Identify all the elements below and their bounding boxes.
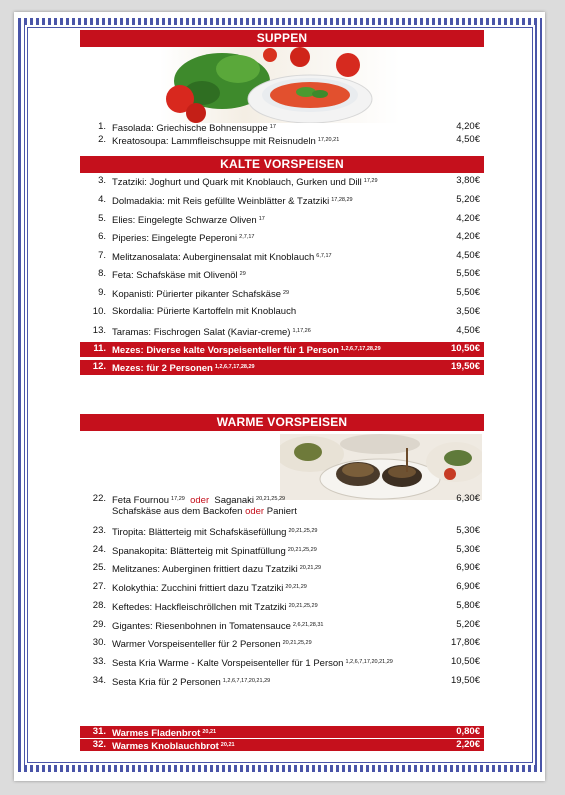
menu-item-13: 13. Taramas: Fischrogen Salat (Kaviar-creme) $^{1,17,26}$ 4,50€ (92, 325, 480, 338)
section-header-kalte-vorspeisen: KALTE VORSPEISEN (80, 156, 484, 173)
menu-item-28: 28. Keftedes: Hackfleischröllchen mit Tzatziki $^{20,21,25,29}$ 5,80€ (92, 600, 480, 613)
menu-item-34: 34. Sesta Kria für 2 Personen $^{1,2,6,7,17,20,21,29}$ 19,50€ (92, 675, 480, 688)
menu-item-5: 5. Elies: Eingelegte Schwarze Oliven $^{17}$ 4,20€ (98, 213, 480, 226)
menu-item-25: 25. Melitzanes: Auberginen frittiert dazu Tzatziki $^{20,21,29}$ 6,90€ (92, 562, 480, 575)
highlight-row-12: 12. Mezes: für 2 Personen $^{1,2,6,7,17,28,29}$ 19,50€ (80, 360, 484, 375)
menu-item-24: 24. Spanakopita: Blätterteig mit Spinatfüllung $^{20,21,25,29}$ 5,30€ (92, 544, 480, 557)
section-header-warme-vorspeisen: WARME VORSPEISEN (80, 414, 484, 431)
menu-item-9: 9. Kopanisti: Pürierter pikanter Schafskäse $^{29}$ 5,50€ (98, 287, 480, 300)
menu-item-8: 8. Feta: Schafskäse mit Olivenöl $^{29}$ 5,50€ (98, 268, 480, 281)
menu-item-29: 29. Gigantes: Riesenbohnen in Tomatensauce $^{2,6,21,28,31}$ 5,20€ (92, 619, 480, 632)
menu-item-6: 6. Piperies: Eingelegte Peperoni $^{2,7,17}$ 4,20€ (98, 231, 480, 244)
menu-item-23: 23. Tiropita: Blätterteig mit Schafskäsefüllung $^{20,21,25,29}$ 5,30€ (92, 525, 480, 538)
menu-item-3: 3. Tzatziki: Joghurt und Quark mit Knoblauch, Gurken und Dill $^{17,29}$ 3,80€ (98, 175, 480, 188)
menu-item-2: 2. Kreatosoupa: Lammfleischsuppe mit Reisnudeln $^{17,20,21}$ 4,50€ (98, 134, 480, 147)
menu-item-33: 33. Sesta Kria Warme - Kalte Vorspeisenteller für 1 Person $^{1,2,6,7,17,20,21,29}$ 10,50€ (92, 656, 480, 669)
section-header-suppen: SUPPEN (80, 30, 484, 47)
highlight-row-31: 31. Warmes Fladenbrot $^{20,21}$ 0,80€ (80, 726, 484, 738)
highlight-row-11: 11. Mezes: Diverse kalte Vorspeisenteller für 1 Person $^{1,2,6,7,17,28,29}$ 10,50€ (80, 342, 484, 357)
menu-item-22-desc: Schafskäse aus dem Backofen oder Paniert (112, 506, 297, 517)
menu-item-1: 1. Fasolada: Griechische Bohnensuppe $^{17}$ 4,20€ (98, 121, 480, 134)
menu-item-4: 4. Dolmadakia: mit Reis gefüllte Weinblätter & Tzatziki $^{17,28,29}$ 5,20€ (98, 194, 480, 207)
fried-appetizers-photo (280, 434, 482, 500)
menu-item-22: 22. Feta Fournou $^{17,29}$ oder Saganaki $^{20,21,25,29}$ 6,30€ (92, 493, 480, 506)
menu-item-10: 10. Skordalia: Pürierte Kartoffeln mit Knoblauch 3,50€ (92, 306, 480, 317)
menu-item-27: 27. Kolokythia: Zucchini frittiert dazu Tzatziki $^{20,21,29}$ 6,90€ (92, 581, 480, 594)
menu-item-7: 7. Melitzanosalata: Auberginensalat mit Knoblauch $^{6,7,17}$ 4,50€ (98, 250, 480, 263)
highlight-row-32: 32. Warmes Knoblauchbrot $^{20,21}$ 2,20€ (80, 739, 484, 751)
tomato-soup-photo (160, 47, 400, 123)
menu-item-30: 30. Warmer Vorspeisenteller für 2 Personen $^{20,21,25,29}$ 17,80€ (92, 637, 480, 650)
